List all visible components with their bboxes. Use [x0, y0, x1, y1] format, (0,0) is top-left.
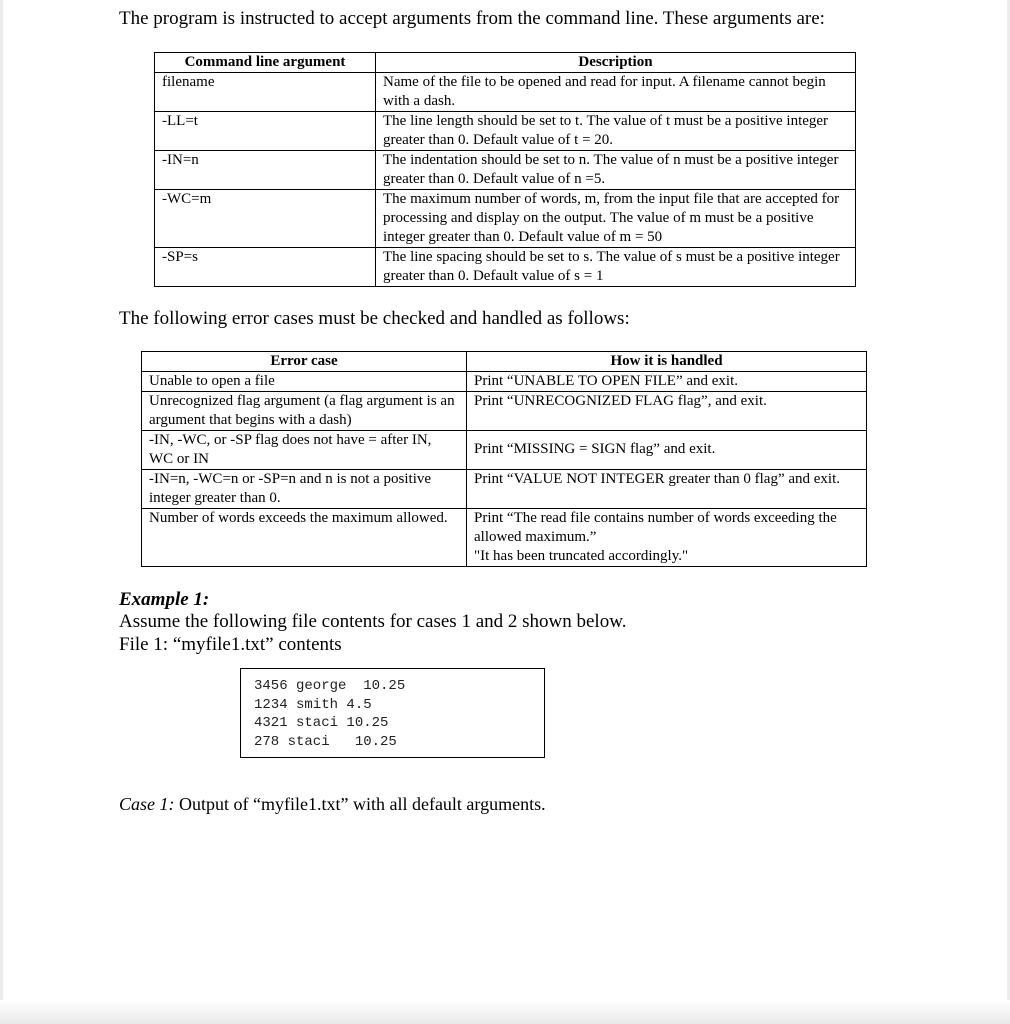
description-cell: The indentation should be set to n. The value of n must be a positive integer greater than 0. Default value of n =5. [376, 151, 856, 190]
description-cell: The line spacing should be set to s. The value of s must be a positive integer greater than 0. Default value of s = 1 [376, 248, 856, 287]
intro-text: The program is instructed to accept arguments from the command line. These arguments are: [119, 8, 825, 29]
argument-cell: filename [155, 73, 376, 112]
handling-cell: Print “UNABLE TO OPEN FILE” and exit. [467, 372, 867, 392]
error-case-cell: Number of words exceeds the maximum allowed. [142, 509, 467, 567]
example-line-1: Assume the following file contents for cases 1 and 2 shown below. [119, 611, 627, 632]
error-case-cell: Unable to open a file [142, 372, 467, 392]
error-table-header [142, 352, 867, 372]
page-bottom-shadow [0, 1000, 1010, 1024]
case-1-line [119, 793, 546, 815]
page-left-edge [0, 0, 3, 1024]
header-how-handled: How it is handled [467, 352, 867, 372]
table-row [142, 470, 867, 509]
table-row [155, 248, 856, 287]
error-case-cell: -IN=n, -WC=n or -SP=n and n is not a positive integer greater than 0. [142, 470, 467, 509]
arguments-table-header [155, 53, 856, 73]
header-command-line-argument: Command line argument [155, 53, 376, 73]
argument-cell: -LL=t [155, 112, 376, 151]
example-line-2: File 1: “myfile1.txt” contents [119, 634, 342, 655]
table-row [142, 431, 867, 470]
argument-cell: -SP=s [155, 248, 376, 287]
case-label: Case 1: [119, 794, 175, 814]
error-cases-table [141, 351, 867, 567]
handling-cell: Print “UNRECOGNIZED FLAG flag”, and exit. [467, 392, 867, 431]
description-cell: The line length should be set to t. The value of t must be a positive integer greater than 0. Default value of t = 20. [376, 112, 856, 151]
arguments-table [154, 52, 856, 287]
handling-cell: Print “The read file contains number of words exceeding the allowed maximum.” "It has been truncated accordingly." [467, 509, 867, 567]
error-case-cell: -IN, -WC, or -SP flag does not have = after IN, WC or IN [142, 431, 467, 470]
handling-cell: Print “MISSING = SIGN flag” and exit. [467, 431, 867, 470]
description-cell: The maximum number of words, m, from the input file that are accepted for processing and display on the output. The value of m must be a positive integer greater than 0. Default value of m = 50 [376, 190, 856, 248]
table-row [155, 151, 856, 190]
table-row [155, 112, 856, 151]
header-description: Description [376, 53, 856, 73]
description-cell: Name of the file to be opened and read for input. A filename cannot begin with a dash. [376, 73, 856, 112]
example-title: Example 1: [119, 589, 210, 610]
case-text: Output of “myfile1.txt” with all default arguments. [174, 794, 546, 814]
table-row [155, 190, 856, 248]
error-case-cell: Unrecognized flag argument (a flag argument is an argument that begins with a dash) [142, 392, 467, 431]
table-row [142, 372, 867, 392]
table-row [142, 392, 867, 431]
errors-intro-text: The following error cases must be checked and handled as follows: [119, 308, 630, 329]
handling-cell: Print “VALUE NOT INTEGER greater than 0 flag” and exit. [467, 470, 867, 509]
table-row [155, 73, 856, 112]
table-row [142, 509, 867, 567]
file-contents-box: 3456 george 10.25 1234 smith 4.5 4321 staci 10.25 278 staci 10.25 [240, 668, 545, 758]
header-error-case: Error case [142, 352, 467, 372]
argument-cell: -WC=m [155, 190, 376, 248]
argument-cell: -IN=n [155, 151, 376, 190]
